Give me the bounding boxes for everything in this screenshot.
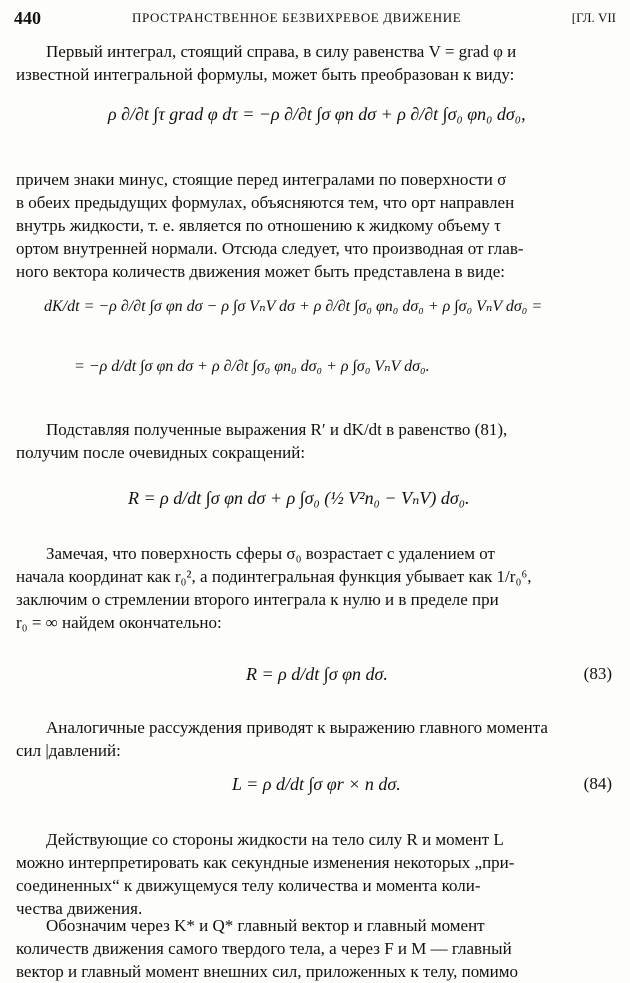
text-line: можно интерпретировать как секундные изменения некоторых „при-: [16, 853, 515, 872]
paragraph-5: [16, 716, 616, 762]
equation-2b: = −ρ d/dt ∫σ φn dσ + ρ ∂/∂t ∫σ₀ φn₀ dσ₀ + ρ ∫σ₀ VₙV dσ₀.: [74, 358, 430, 375]
text-line: ного вектора количеств движения может быть представлена в виде:: [16, 262, 505, 281]
text-line: начала координат как r₀², а подинтегральная функция убывает как 1/r₀⁶,: [16, 567, 532, 586]
text-line: внутрь жидкости, т. е. является по отношению к жидкому объему τ: [16, 216, 501, 235]
equation-number-83: (83): [583, 664, 612, 683]
text-line: получим после очевидных сокращений:: [16, 443, 306, 462]
running-header: [14, 6, 616, 32]
text-line: Первый интеграл, стоящий справа, в силу равенства V = grad φ и: [46, 42, 517, 61]
text-line: чества движения.: [16, 899, 143, 918]
text-line: Подставляя полученные выражения R′ и dK/dt в равенство (81),: [46, 420, 508, 439]
running-title: ПРОСТРАНСТВЕННОЕ БЕЗВИХРЕВОЕ ДВИЖЕНИЕ: [132, 10, 462, 25]
paragraph-3: [16, 418, 616, 464]
equation-1: ρ ∂/∂t ∫τ grad φ dτ = −ρ ∂/∂t ∫σ φn dσ + ρ ∂/∂t ∫σ₀ φn₀ dσ₀,: [108, 104, 526, 124]
text-line: в обеих предыдущих формулах, объясняются тем, что орт направлен: [16, 193, 515, 212]
equation-3: R = ρ d/dt ∫σ φn dσ + ρ ∫σ₀ (½ V²n₀ − VₙV) dσ₀.: [128, 488, 470, 508]
paragraph-4: [16, 542, 616, 634]
text-line: Аналогичные рассуждения приводят к выражению главного момента: [46, 718, 548, 737]
text-line: соединенных“ к движущемуся телу количества и момента коли-: [16, 876, 481, 895]
paragraph-2: [16, 168, 616, 283]
equation-number-84: (84): [583, 774, 612, 793]
chapter-label: [ГЛ. VII: [571, 10, 616, 25]
equation-2a: dK/dt = −ρ ∂/∂t ∫σ φn dσ − ρ ∫σ VₙV dσ + ρ ∂/∂t ∫σ₀ φn₀ dσ₀ + ρ ∫σ₀ VₙV dσ₀ =: [44, 298, 543, 315]
text-line: Обозначим через K* и Q* главный вектор и главный момент: [46, 916, 485, 935]
page-number: 440: [14, 8, 41, 28]
text-line: ортом внутренней нормали. Отсюда следует, что производная от глав-: [16, 239, 524, 258]
paragraph-6: [16, 828, 616, 920]
equation-4: R = ρ d/dt ∫σ φn dσ.: [246, 664, 388, 684]
text-line: Замечая, что поверхность сферы σ₀ возрастает с удалением от: [46, 544, 495, 563]
paragraph-7: [16, 914, 616, 983]
text-line: причем знаки минус, стоящие перед интегралами по поверхности σ: [16, 170, 507, 189]
text-line: количеств движения самого твердого тела, а через F и M — главный: [16, 939, 512, 958]
text-line: известной интегральной формулы, может быть преобразован к виду:: [16, 65, 515, 84]
text-line: r₀ = ∞ найдем окончательно:: [16, 613, 222, 632]
text-line: Действующие со стороны жидкости на тело силу R и момент L: [46, 830, 504, 849]
text-line: заключим о стремлении второго интеграла к нулю и в пределе при: [16, 590, 499, 609]
text-line: вектор и главный момент внешних сил, приложенных к телу, помимо: [16, 962, 519, 981]
equation-5: L = ρ d/dt ∫σ φr × n dσ.: [232, 774, 401, 794]
text-line: сил |давлений:: [16, 741, 121, 760]
paragraph-1: [16, 40, 616, 86]
